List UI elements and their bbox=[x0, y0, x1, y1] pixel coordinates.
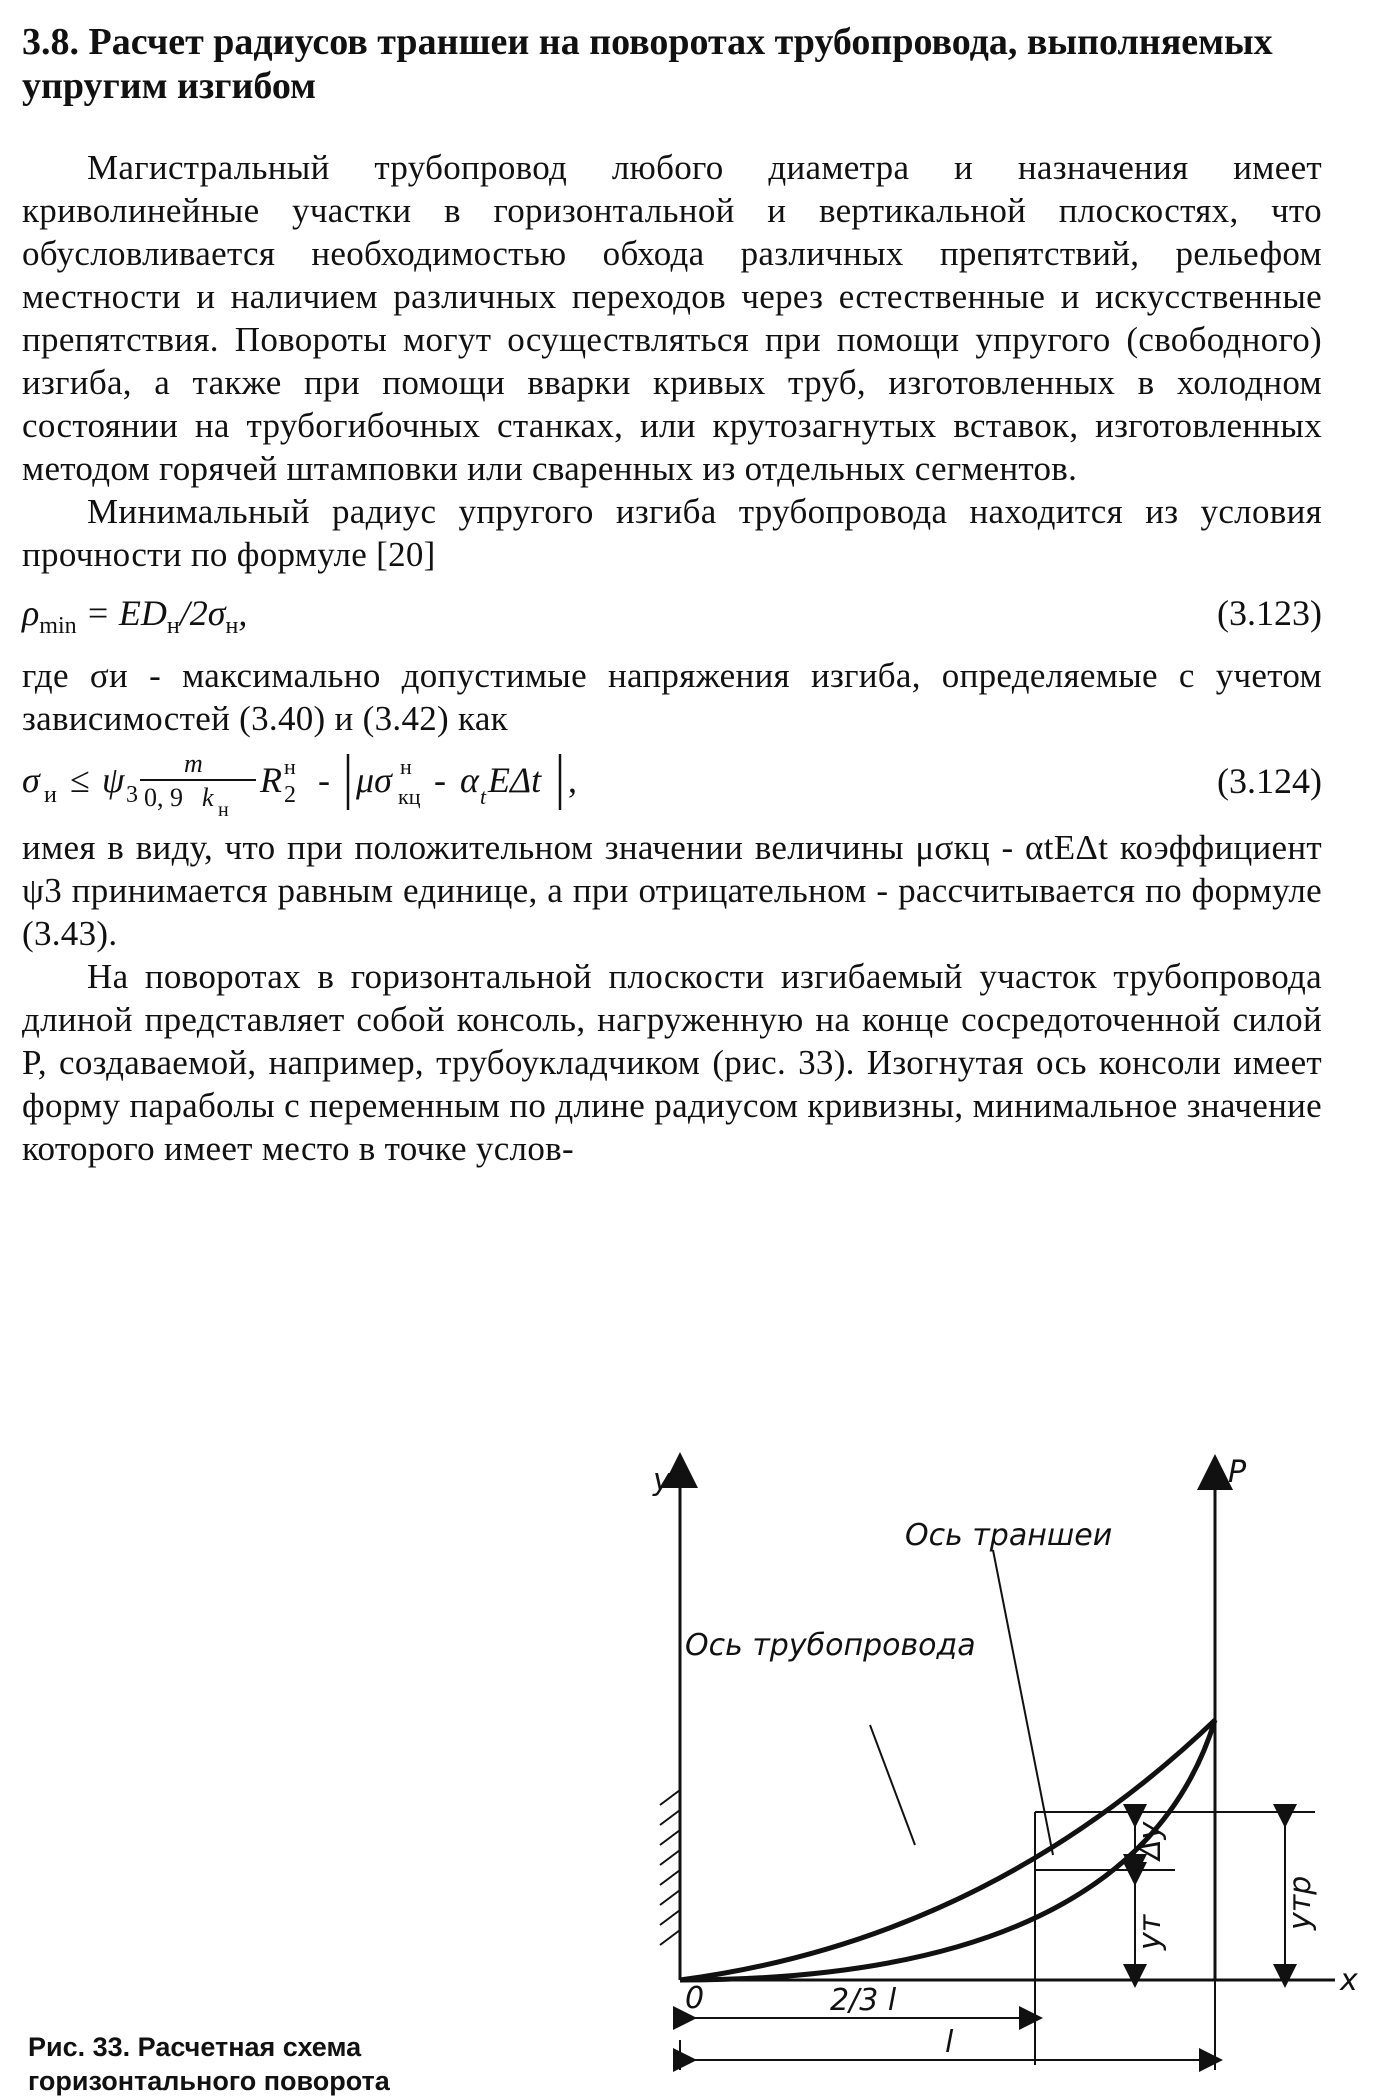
svg-text:н: н bbox=[400, 754, 412, 779]
svg-text:σ: σ bbox=[22, 760, 40, 800]
paragraph-3: где σи - максимально допустимые напряжения изгиба, определяемые с учетом зависимостей (3.40) и (3.42) как bbox=[22, 656, 1322, 738]
svg-text:2: 2 bbox=[284, 782, 296, 808]
formula-3-123-expression: $\rho_{min} = ED_н/2\sigma_н$, bbox=[22, 593, 248, 640]
label-delta-y: Δy bbox=[1133, 1821, 1168, 1860]
svg-text:и: и bbox=[44, 782, 57, 808]
paragraph-1: Магистральный трубопровод любого диаметра и назначения имеет криволинейные участки в горизонтальной и вертикальной плоскостях, что обусловливается необходимостью обхода различных препятствий, рельефом местности и наличием различных переходов через естественные и искусственные препятствия. Повороты могут осуществляться при помощи упругого (свободного) изгиба, а также при помощи вварки кривых труб, изготовленных в холодном состоянии на трубогибочных станках, или крутозагнутых вставок, изготовленных методом горячей штамповки или сваренных из отдельных сегментов. bbox=[22, 148, 1322, 488]
svg-text:,: , bbox=[568, 760, 577, 800]
svg-text:0, 9: 0, 9 bbox=[144, 783, 183, 812]
svg-text:н: н bbox=[218, 799, 229, 821]
svg-text:EΔt: EΔt bbox=[488, 760, 542, 800]
paragraph-5: На поворотах в горизонтальной плоскости изгибаемый участок трубопровода длиной представляет собой консоль, нагруженную на конце сосредоточенной силой P, создаваемой, например, трубоукладчиком (рис. 33). Изогнутая ось консоли имеет форму параболы с переменным по длине радиусом кривизны, минимальное значение которого имеет место в точке услов- bbox=[22, 957, 1322, 1168]
svg-text:m: m bbox=[184, 749, 203, 778]
figure-33-diagram bbox=[653, 1455, 1375, 2085]
paragraph-2: Минимальный радиус упругого изгиба трубопровода находится из условия прочности по формуле [20] bbox=[22, 492, 1322, 574]
formula-3-124 bbox=[22, 746, 1322, 821]
section-title: 3.8. Расчет радиусов траншеи на поворотах трубопровода, выполняемых упругим изгибом bbox=[22, 21, 1273, 107]
svg-text:μσ: μσ bbox=[356, 760, 392, 800]
label-pipe-axis: Ось трубопровода bbox=[685, 1628, 976, 1663]
svg-text:3: 3 bbox=[126, 782, 138, 808]
label-y-tr: yтр bbox=[1283, 1875, 1318, 1930]
formula-3-123 bbox=[22, 582, 1322, 644]
label-y-t: yт bbox=[1133, 1914, 1168, 1950]
svg-text:н: н bbox=[284, 754, 296, 779]
label-l: l bbox=[945, 2025, 954, 2060]
label-force: P bbox=[1228, 1455, 1247, 1490]
page bbox=[22, 20, 1322, 1170]
formula-3-124-expression bbox=[22, 746, 782, 821]
svg-text:-: - bbox=[318, 760, 330, 800]
svg-text:≤: ≤ bbox=[70, 760, 90, 800]
label-origin: 0 bbox=[685, 1981, 705, 2016]
svg-text:R: R bbox=[260, 760, 282, 800]
svg-text:k: k bbox=[202, 783, 214, 812]
svg-text:-: - bbox=[434, 760, 446, 800]
svg-text:t: t bbox=[480, 784, 487, 809]
figure-caption: Рис. 33. Расчетная схема горизонтального поворота bbox=[28, 2032, 390, 2096]
label-x-axis: x bbox=[1340, 1963, 1358, 1998]
label-trench-axis: Ось траншеи bbox=[905, 1518, 1113, 1553]
label-two-thirds-l: 2/3 l bbox=[830, 1983, 897, 2018]
formula-3-123-number: (3.123) bbox=[1217, 593, 1322, 633]
paragraph-4: имея в виду, что при положительном значении величины μσкц - αtEΔt коэффициент ψ3 принимается равным единице, а при отрицательном - рассчитывается по формуле (3.43). bbox=[22, 828, 1322, 953]
svg-text:кц: кц bbox=[398, 784, 421, 809]
svg-text:α: α bbox=[460, 760, 479, 800]
svg-text:ψ: ψ bbox=[102, 760, 125, 800]
fixed-support bbox=[660, 1790, 680, 1945]
label-y-axis: y bbox=[653, 1463, 671, 1498]
formula-3-124-number: (3.124) bbox=[1217, 761, 1322, 801]
